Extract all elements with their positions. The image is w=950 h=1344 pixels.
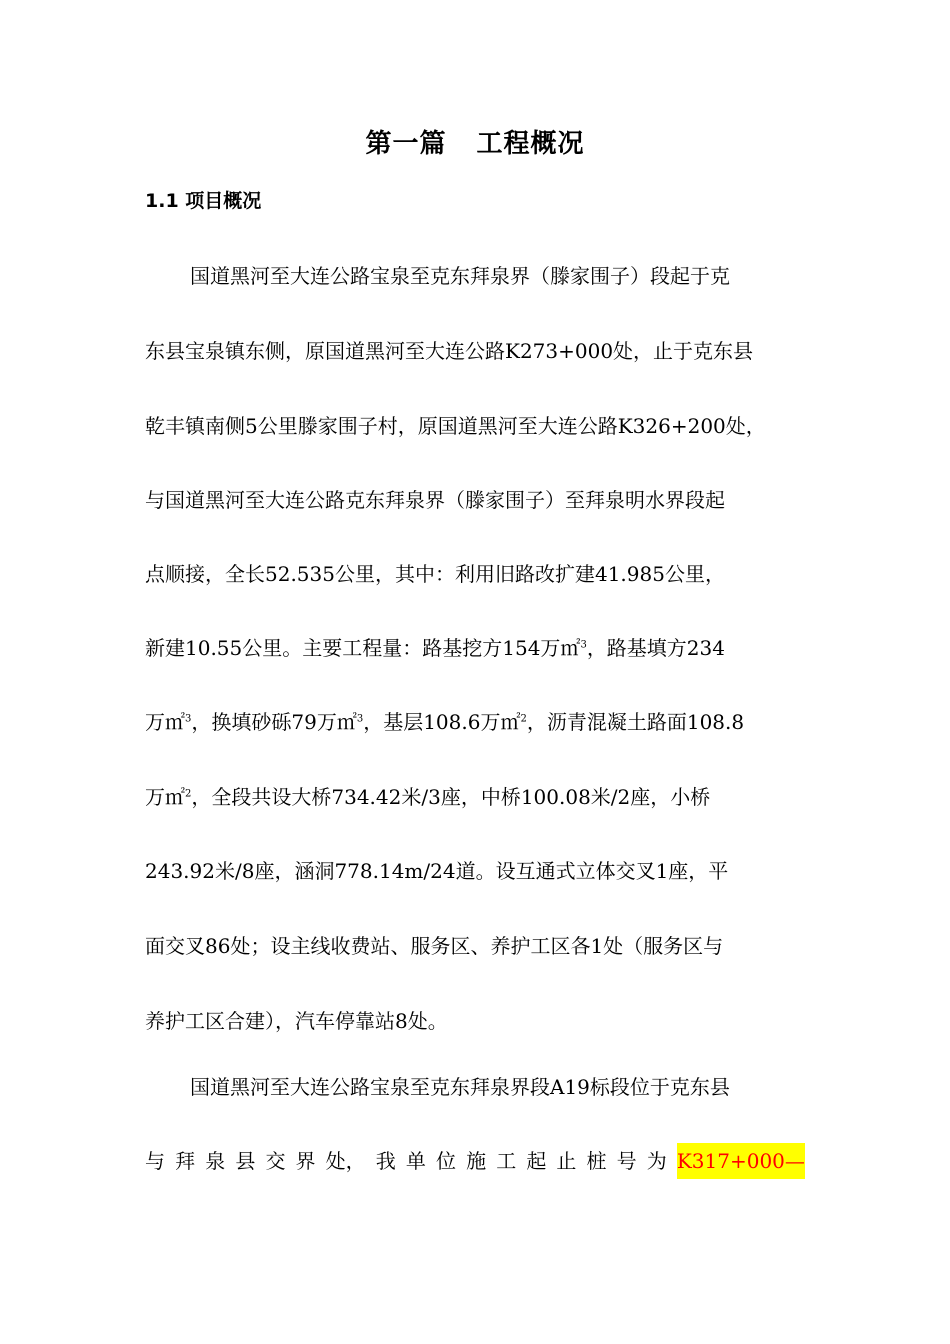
- paragraph-1-line-1: 国道黑河至大连公路宝泉至克东拜泉界（滕家围子）段起于克: [190, 264, 730, 288]
- word: 处，: [325, 1149, 366, 1173]
- word: 拜: [175, 1149, 196, 1173]
- paragraph-1-line-7: [145, 704, 805, 740]
- paragraph-1-line-5: 点顺接，全长52.535公里，其中：利用旧路改扩建41.985公里，: [145, 562, 725, 586]
- paragraph-2-line-2: [145, 1143, 805, 1179]
- word: 桩: [586, 1149, 607, 1173]
- word: 号: [616, 1149, 637, 1173]
- word: 界: [295, 1149, 316, 1173]
- text-segment: ，全段共设大桥734.42米/3座，中桥100.08米/2座，小桥: [191, 785, 711, 809]
- word: 交: [265, 1149, 286, 1173]
- superscript: 3: [580, 639, 587, 651]
- superscript: 3: [356, 713, 364, 725]
- word: 止: [556, 1149, 577, 1173]
- paragraph-1-line-3: 乾丰镇南侧5公里滕家围子村，原国道黑河至大连公路K326+200处，: [145, 414, 766, 438]
- paragraph-1-line-11: 养护工区合建），汽车停靠站8处。: [145, 1009, 448, 1033]
- page-title: [0, 124, 950, 164]
- word: 为: [646, 1149, 667, 1173]
- paragraph-2-line-1: 国道黑河至大连公路宝泉至克东拜泉界段A19标段位于克东县: [190, 1075, 730, 1099]
- section-heading: 1.1 项目概况: [145, 190, 262, 212]
- word: 单: [405, 1149, 426, 1173]
- word: 施: [466, 1149, 487, 1173]
- superscript: 3: [185, 713, 192, 725]
- word: 起: [526, 1149, 547, 1173]
- text-segment: 万㎡: [145, 785, 185, 809]
- text-segment: 新建10.55公里。主要工程量：路基挖方154万㎡: [145, 636, 581, 660]
- title-part-2: 工程概况: [476, 129, 585, 159]
- text-segment: 万㎡: [145, 710, 185, 734]
- paragraph-1-line-9: 243.92米/8座，涵洞778.14m/24道。设互通式立体交叉1座，平: [145, 859, 729, 883]
- word: 泉: [205, 1149, 226, 1173]
- text-segment: ，沥青混凝土路面108.8: [526, 710, 745, 734]
- highlighted-stake-number: K317+000—: [677, 1143, 805, 1179]
- text-segment: ，基层108.6万㎡: [363, 710, 521, 734]
- text-segment: ，路基填方234: [586, 636, 725, 660]
- word: 我: [375, 1149, 396, 1173]
- paragraph-1-line-4: 与国道黑河至大连公路克东拜泉界（滕家围子）至拜泉明水界段起: [145, 488, 725, 512]
- word: 与: [145, 1149, 165, 1173]
- paragraph-1-line-10: 面交叉86处；设主线收费站、服务区、养护工区各1处（服务区与: [145, 934, 724, 958]
- word: 工: [496, 1149, 517, 1173]
- paragraph-1-line-2: 东县宝泉镇东侧，原国道黑河至大连公路K273+000处，止于克东县: [145, 339, 754, 363]
- superscript: 2: [185, 788, 192, 800]
- title-part-1: 第一篇: [365, 129, 447, 159]
- word: 位: [435, 1149, 456, 1173]
- superscript: 2: [520, 713, 527, 725]
- paragraph-1-line-8: [145, 779, 805, 815]
- word: 县: [235, 1149, 256, 1173]
- paragraph-1-line-6: [145, 630, 805, 666]
- text-segment: ，换填砂砾79万㎡: [191, 710, 357, 734]
